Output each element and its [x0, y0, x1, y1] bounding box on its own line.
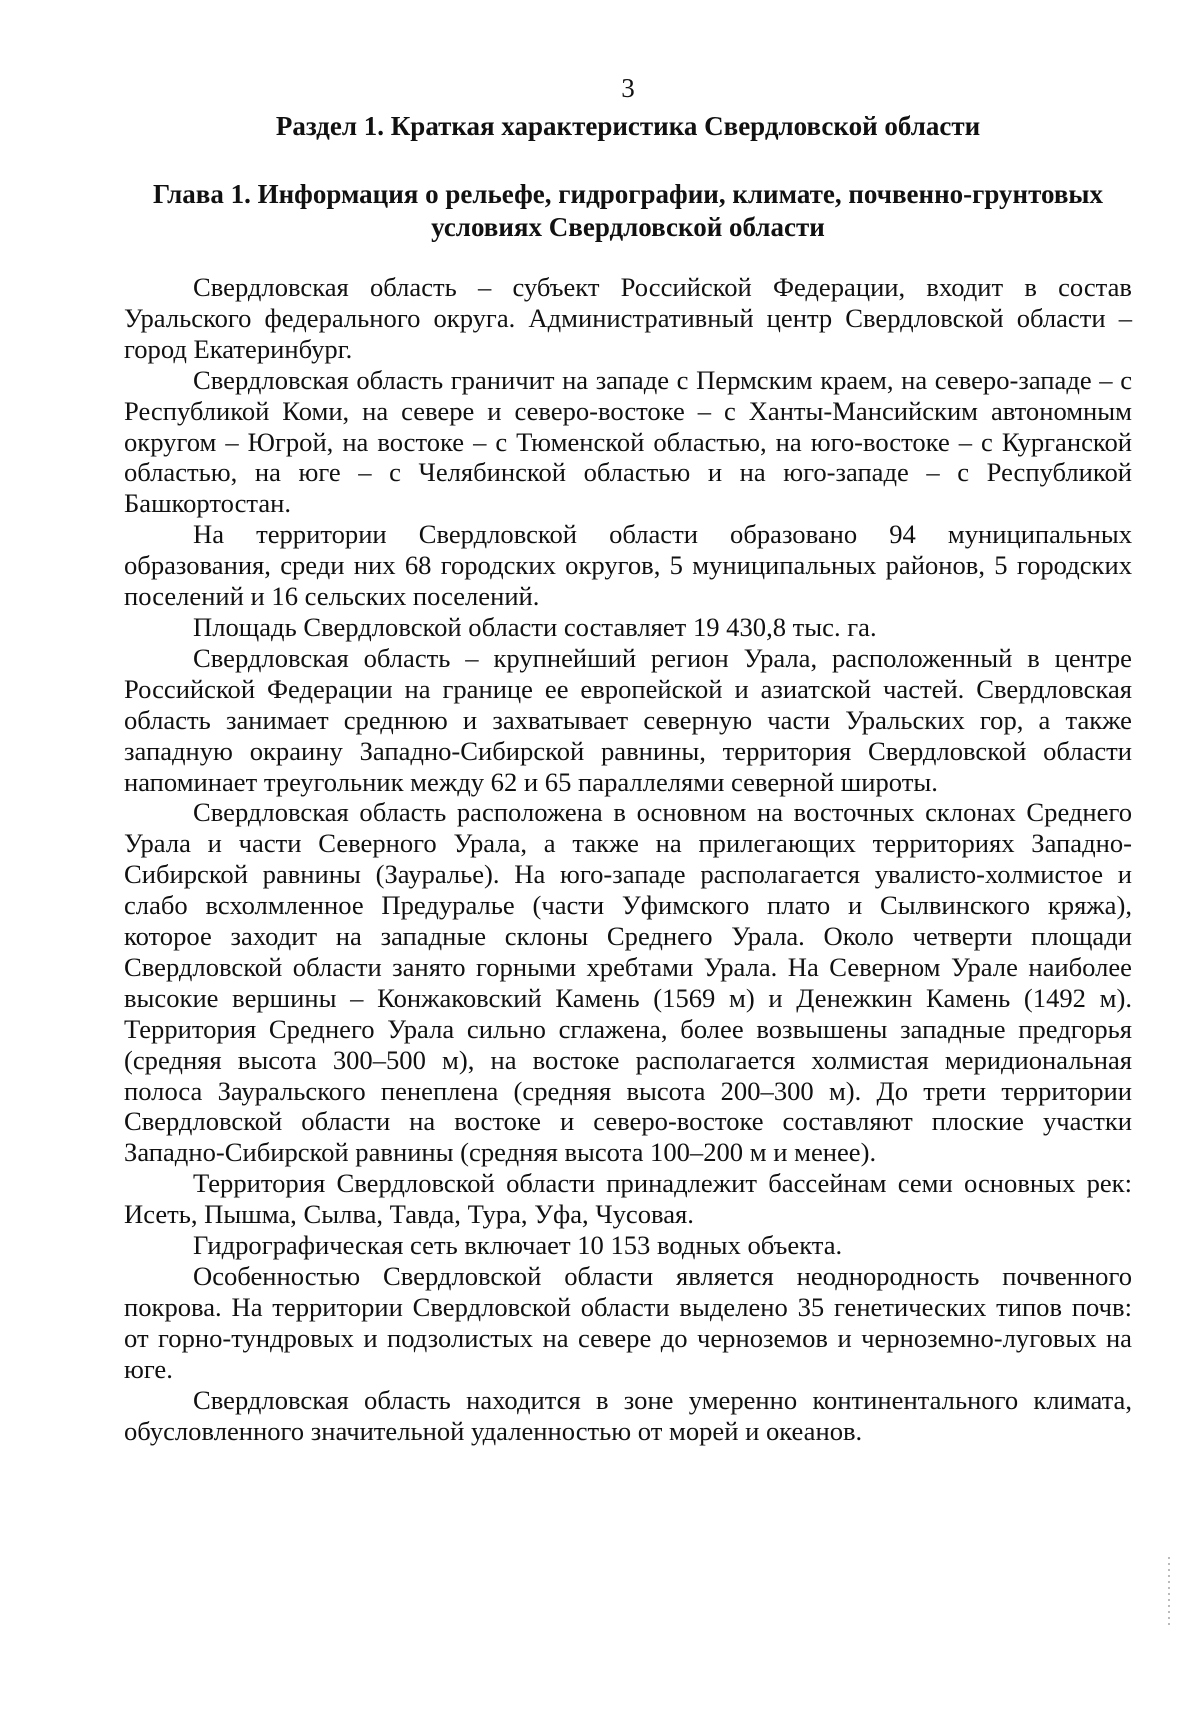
paragraph-region-status: Свердловская область – субъект Российской Федерации, входит в состав Уральского федерального округа. Административный центр Свердловской области – город Екатеринбург. [124, 272, 1132, 364]
page-number: 3 [621, 73, 635, 103]
paragraph-relief: Свердловская область расположена в основном на восточных склонах Среднего Урала и части Северного Урала, а также на прилегающих территориях Западно-Сибирской равнины (Зауралье). На юго-западе располагается увалисто-холмистое и слабо всхолмленное Предуралье (части Уфимского плато и Сылвинского кряжа), которое заходит на западные склоны Среднего Урала. Около четверти площади Свердловской области занято горными хребтами Урала. На Северном Урале наиболее высокие вершины – Конжаковский Камень (1569 м) и Денежкин Камень (1492 м). Территория Среднего Урала сильно сглажена, более возвышены западные предгорья (средняя высота 300–500 м), на востоке располагается холмистая меридиональная полоса Зауральского пенеплена (средняя высота 200–300 м). До трети территории Свердловской области на востоке и северо-востоке составляют плоские участки Западно-Сибирской равнины (средняя высота 100–200 м и менее). [124, 797, 1132, 1168]
paragraph-soils: Особенностью Свердловской области является неоднородность почвенного покрова. На территории Свердловской области выделено 35 генетических типов почв: от горно-тундровых и подзолистых на севере до черноземов и черноземно-луговых на юге. [124, 1261, 1132, 1384]
paragraph-borders: Свердловская область граничит на западе с Пермским краем, на северо-западе – с Республикой Коми, на севере и северо-востоке – с Ханты-Мансийским автономным округом – Югрой, на востоке – с Тюменской областью, на юго-востоке – с Курганской областью, на юге – с Челябинской областью и на юго-западе – с Республикой Башкортостан. [124, 364, 1132, 519]
paragraph-rivers: Территория Свердловской области принадлежит бассейнам семи основных рек: Исеть, Пышма, Сылва, Тавда, Тура, Уфа, Чусовая. [124, 1168, 1132, 1230]
section-title: Раздел 1. Краткая характеристика Свердловской области [275, 111, 981, 141]
document-page [124, 70, 1132, 1446]
paragraph-location: Свердловская область – крупнейший регион Урала, расположенный в центре Российской Федерации на границе ее европейской и азиатской частей. Свердловская область занимает среднюю и захватывает северную части Уральских гор, а также западную окраину Западно-Сибирской равнины, территория Свердловской области напоминает треугольник между 62 и 65 параллелями северной широты. [124, 642, 1132, 797]
chapter-title: Глава 1. Информация о рельефе, гидрографии, климате, почвенно-грунтовых условиях Свердловской области [153, 179, 1103, 242]
paragraph-climate: Свердловская область находится в зоне умеренно континентального климата, обусловленного значительной удаленностью от морей и океанов. [124, 1384, 1132, 1446]
paragraph-municipalities: На территории Свердловской области образовано 94 муниципальных образования, среди них 68 городских округов, 5 муниципальных районов, 5 городских поселений и 16 сельских поселений. [124, 519, 1132, 612]
scan-edge-mark [1168, 1557, 1170, 1627]
document-body [124, 272, 1132, 1446]
paragraph-hydrography: Гидрографическая сеть включает 10 153 водных объекта. [193, 1230, 843, 1261]
paragraph-area: Площадь Свердловской области составляет 19 430,8 тыс. га. [193, 611, 877, 642]
